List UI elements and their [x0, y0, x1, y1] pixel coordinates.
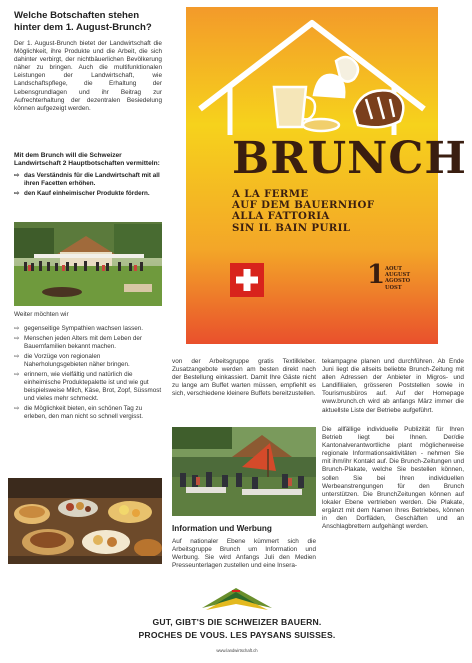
- further-goals-list: [14, 325, 162, 423]
- intro-paragraph: Der 1. August-Brunch bietet der Landwirtschaft die Möglichkeit, ihre Produkte und die Arbeit, die sich dahinter verbirgt, der nichtbäuerlichen Bevölkerung näher zu bringen. Auch die multifunktionalen Leistungen der Landwirtschaft, wie Landschaftspflege, die Erhaltung der Lebensgrundlagen und ihr Beitrag zur Aufrechterhaltung der dezentralen Besiedelung können aufgezeigt werden.: [14, 40, 162, 112]
- footer-url: www.landwirtschaft.ch: [216, 648, 258, 653]
- main-messages-subhead: Mit dem Brunch will die Schweizer Landwirtschaft 2 Hauptbotschaften vermitteln:: [14, 152, 160, 168]
- list-item: ⇨ Menschen jeden Alters mit dem Leben der Bauernfamilien bekannt machen.: [14, 335, 142, 350]
- section-title-information: Information und Werbung: [172, 524, 272, 533]
- swiss-farmers-logo: [196, 584, 278, 614]
- swiss-flag-icon: [230, 263, 264, 297]
- slogan-german: GUT, GIBT'S DIE SCHWEIZER BAUERN.: [152, 617, 322, 627]
- list-item: ⇨ erinnern, wie vielfältig und natürlich die einheimische Produktepalette ist und wie gut beispielsweise Milch, Käse, Brot, Zopf, Süssmost und vieles mehr schmeckt.: [14, 371, 162, 402]
- poster-line: AUF DEM BAUERNHOF: [232, 199, 375, 212]
- poster-line: A LA FERME: [232, 188, 309, 200]
- arrow-right-icon: ⇨: [14, 405, 20, 412]
- list-item: ⇨ die Möglichkeit bieten, ein schönen Tag zu erleben, den man nicht so schnell vergisst.: [14, 405, 144, 420]
- main-messages-list: [14, 172, 162, 200]
- arrow-right-icon: ⇨: [14, 190, 20, 197]
- poster-subtitle-lines: [232, 189, 374, 234]
- list-item: ⇨ gegenseitige Sympathien wachsen lassen.: [14, 325, 144, 332]
- farm-gathering-photo: [14, 222, 162, 306]
- poster-line: SIN IL BAIN PURIL: [232, 221, 351, 234]
- poster-line: ALLA FATTORIA: [232, 210, 330, 223]
- arrow-right-icon: ⇨: [14, 353, 20, 360]
- middle-text-top: von der Arbeitsgruppe gratis Textilkleber. Zusatzangebote werden am besten direkt nach der Bestellung einkassiert. Damit Ihre Gäste nicht zu lange am Buffet warten müssen, empfiehlt es sich, verschiedene kleinere Buffets bereitzustellen.: [172, 358, 316, 398]
- further-label: Weiter möchten wir: [14, 311, 69, 318]
- arrow-right-icon: ⇨: [14, 335, 20, 342]
- arrow-right-icon: ⇨: [14, 172, 20, 179]
- right-text-top: tekampagne planen und durchführen. Ab Ende Juni liegt die allseits beliebte Brunch-Zeitung mit allen Adressen der Anbieter in Migros- und Landifilialen, grösseren Poststellen sowie in Tourismusbüros auf. Auf der Homepage www.brunch.ch wird ab anfangs März immer die aktuellste Liste der Betriebe aufgeführt.: [322, 358, 464, 414]
- arrow-right-icon: ⇨: [14, 325, 20, 332]
- middle-text-bottom: Auf nationaler Ebene kümmert sich die Arbeitsgruppe Brunch um Information und Werbung. Sie wird Anfangs Juli den Medien Presseunterlagen zustellen und eine Insera-: [172, 538, 316, 570]
- poster-date-words: AOUT AUGUST AGOSTO UOST: [385, 266, 411, 291]
- right-text-bottom: Die allfällige individuelle Publizität für Ihren Betrieb liegt bei Ihnen. Der/die Kantonalverantwortliche plant möglicherweise regionale Informationsaktivitäten - nehmen Sie mit ihm/ihr Kontakt auf. Die Brunch-Zeitungen und Brunch-Plakate, welche Sie bestellen können, sollen Sie bei Ihren individuellen Werbeanstrengungen für den Brunch unterstützen. Die BrunchZeitungen können auf lokaler Ebene vertrieben werden. Die Plakate, ergänzt mit dem Namen Ihres Betriebes, können in den Dorfläden, Geschäften und an Anschlagbrettern aufgehängt werden.: [322, 426, 464, 531]
- list-item: ⇨ den Kauf einheimischer Produkte fördern.: [14, 190, 150, 197]
- article-heading: Welche Botschaften stehen hinter dem 1. August-Brunch?: [14, 10, 152, 33]
- list-item: ⇨ das Verständnis für die Landwirtschaft mit all ihren Facetten erhöhen.: [14, 172, 160, 187]
- poster-title: BRUNCH: [232, 133, 467, 184]
- outdoor-brunch-photo: [172, 427, 316, 516]
- arrow-right-icon: ⇨: [14, 371, 20, 378]
- slogan-french: PROCHES DE VOUS. LES PAYSANS SUISSES.: [138, 630, 336, 640]
- buffet-photo: [8, 478, 162, 564]
- poster-date-number: 1: [367, 260, 386, 290]
- list-item: ⇨ die Vorzüge von regionalen Naherholungsgebieten näher bringen.: [14, 353, 130, 368]
